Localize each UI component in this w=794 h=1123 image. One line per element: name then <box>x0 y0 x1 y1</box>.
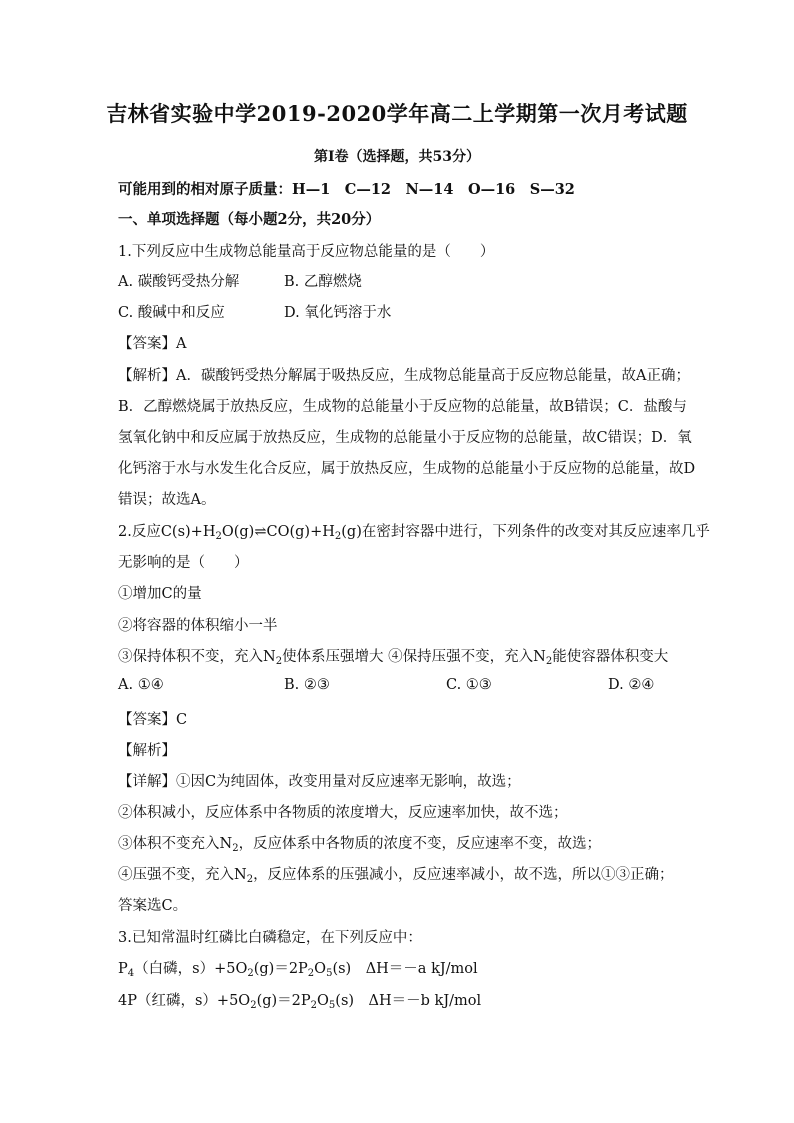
question-1-answer: 【答案】A <box>118 336 187 352</box>
question-1-explanation-line: 氢氧化钠中和反应属于放热反应，生成物的总能量小于反应物的总能量，故C错误；D．氧 <box>118 430 692 446</box>
question-2-explanation-heading: 【解析】 <box>118 743 176 759</box>
question-2-answer: 【答案】C <box>118 712 188 728</box>
question-1-option-d: D. 氧化钙溶于水 <box>284 305 392 321</box>
question-2-option-c: C. ①③ <box>446 677 492 693</box>
question-2-option-a: A. ①④ <box>118 677 164 693</box>
section-heading-single-choice: 一、单项选择题（每小题2分，共20分） <box>118 211 381 228</box>
question-2-conclusion: 答案选C。 <box>118 898 188 914</box>
question-2-stem: 2.反应$C(s)+H_2O(g)\rightleftharpoons CO(g)+H_2(g)$在密封容器中进行，下列条件的改变对其反应速率几乎 <box>118 524 710 542</box>
question-2-option-d: D. ②④ <box>608 677 655 693</box>
question-3-reaction-1: $P_4$（白磷，$s)+5O_2(g)=2P_2O_5(s)$ ΔH＝－a kJ/mol <box>118 961 478 979</box>
question-2-condition-3-4: ③保持体积不变，充入$N_2$使体系压强增大 ④保持压强不变，充入$N_2$能使容器体积变大 <box>118 649 669 667</box>
question-1-explanation-line: B．乙醇燃烧属于放热反应，生成物的总能量小于反应物的总能量，故B错误；C．盐酸与 <box>118 399 687 415</box>
question-1-stem: 1.下列反应中生成物总能量高于反应物总能量的是（ ） <box>118 244 495 260</box>
question-3-reaction-2: 4P（红磷，$s)+5O_2(g)=2P_2O_5(s)$ ΔH＝－b kJ/mol <box>118 993 482 1011</box>
question-2-detail-line: ④压强不变，充入$N_2$，反应体系的压强减小，反应速率减小，故不选，所以①③正确； <box>118 867 674 885</box>
question-1-explanation-line: 错误；故选A。 <box>118 492 216 508</box>
question-1-explanation-line: 【解析】A．碳酸钙受热分解属于吸热反应，生成物总能量高于反应物总能量，故A正确； <box>118 368 690 384</box>
question-3-stem: 3.已知常温时红磷比白磷稳定，在下列反应中： <box>118 930 422 946</box>
question-2-detail-line: ②体积减小，反应体系中各物质的浓度增大，反应速率加快，故不选； <box>118 805 568 821</box>
section-heading-part1: 第I卷（选择题，共53分） <box>313 149 481 165</box>
equilibrium-arrow: ⇌ <box>254 524 267 540</box>
question-2-condition-1: ①增加C的量 <box>118 586 202 602</box>
page-title: 吉林省实验中学2019-2020学年高二上学期第一次月考试题 <box>106 101 688 126</box>
question-2-option-b: B. ②③ <box>284 677 330 693</box>
question-1-option-c: C. 酸碱中和反应 <box>118 305 225 321</box>
question-2-condition-2: ②将容器的体积缩小一半 <box>118 618 278 634</box>
question-2-detail-line: ③体积不变充入$N_2$，反应体系中各物质的浓度不变，反应速率不变，故选； <box>118 836 602 854</box>
question-2-detail-line: 【详解】①因C为纯固体，改变用量对反应速率无影响，故选； <box>118 774 521 790</box>
question-1-explanation-line: 化钙溶于水与水发生化合反应，属于放热反应，生成物的总能量小于反应物的总能量，故D <box>118 461 696 477</box>
question-1-option-a: A. 碳酸钙受热分解 <box>118 274 240 290</box>
question-1-option-b: B. 乙醇燃烧 <box>284 274 362 290</box>
question-2-stem-continued: 无影响的是（ ） <box>118 555 249 571</box>
atomic-masses: 可能用到的相对原子质量：H—1 C—12 N—14 O—16 S—32 <box>118 181 575 198</box>
